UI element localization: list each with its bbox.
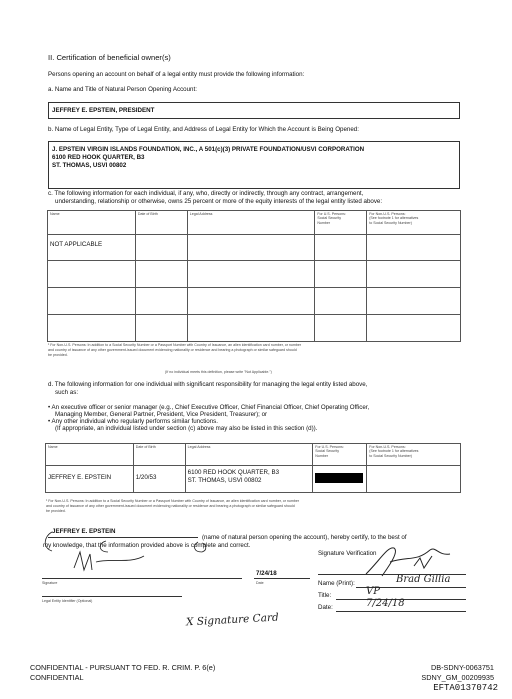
col-address-header: Legal Address	[185, 444, 313, 466]
col-name-header: Name	[48, 211, 136, 235]
bullet-1-line-2: Managing Member, General Partner, President, Vice President, Treasurer); or	[55, 411, 268, 418]
part-b-city-line: ST. THOMAS, USVI 00802	[52, 162, 127, 169]
redaction-bar	[315, 473, 363, 483]
table-row	[48, 261, 461, 288]
ssn-header-line: Social Security	[315, 449, 340, 454]
col-dob-header: Date of Birth	[135, 211, 187, 235]
date-line	[254, 578, 310, 579]
control-person-dob: 1/20/53	[133, 466, 185, 493]
ssn-header-line: For U.S. Persons:	[315, 445, 344, 449]
bullet-2-line-1: • Any other individual who regularly performs similar functions.	[48, 418, 218, 425]
part-c-label-1: c. The following information for each individual, if any, who, directly or indirectly, through any contract, arrangement,	[48, 190, 364, 197]
signature-verification-label: Signature Verification	[318, 550, 377, 557]
nonus-header-line: (See footnote 1 for alternatives	[369, 449, 419, 454]
footer-bates-2: SDNY_GM_00209935	[421, 673, 494, 682]
part-b-box	[48, 141, 460, 189]
address-line: 6100 RED HOOK QUARTER, B3	[187, 469, 280, 476]
table-row	[46, 466, 461, 493]
control-person-address	[185, 466, 313, 493]
verification-date-label: Date:	[318, 604, 333, 611]
control-person-name: JEFFREY E. EPSTEIN	[46, 466, 134, 493]
col-nonus-header	[367, 211, 461, 235]
bullet-1-line-1: • An executive officer or senior manager (e.g., Chief Executive Officer, Chief Financial Officer, Chief Operating Officer,	[48, 404, 370, 411]
verifier-title: VP	[366, 586, 380, 597]
bullet-2-text: Any other individual who regularly performs similar functions.	[51, 418, 218, 425]
part-b-address-line: 6100 RED HOOK QUARTER, B3	[52, 154, 145, 161]
col-ssn-header	[315, 211, 367, 235]
not-applicable-cell: NOT APPLICABLE	[48, 235, 136, 261]
signature-line	[42, 578, 242, 579]
title-label: Title:	[318, 592, 332, 599]
lei-line	[42, 596, 182, 597]
col-name-header: Name	[46, 444, 134, 466]
part-a-value: JEFFREY E. EPSTEIN, PRESIDENT	[52, 107, 155, 114]
footer-bates-3: EFTA01370742	[433, 683, 498, 693]
address-line: ST. THOMAS, USVI 00802	[187, 476, 262, 484]
handwritten-note: X Signature Card	[185, 611, 279, 629]
footer-confidential-2: CONFIDENTIAL	[30, 673, 84, 682]
verification-date-line	[336, 611, 466, 612]
col-ssn-header	[313, 444, 367, 466]
certification-date: 7/24/18	[256, 570, 277, 577]
part-c-footnote-2: and country of issuance of any other government-issued document evidencing nationality or residence and bearing a photograph or similar safeguard should	[48, 348, 297, 352]
table-row	[48, 315, 461, 342]
legal-entity-id-label: Legal Entity Identifier (Optional)	[42, 599, 93, 603]
ssn-header-line: Number	[315, 453, 329, 458]
not-applicable-note: (If no individual meets this definition, please write "Not Applicable.")	[165, 370, 272, 374]
name-print-label: Name (Print):	[318, 580, 355, 587]
nonus-header-line: For Non-U.S. Persons:	[369, 445, 406, 449]
nonus-header-line: (See footnote 1 for alternatives	[369, 216, 419, 221]
part-d-label-1: d. The following information for one individual with significant responsibility for managing the legal entity listed above,	[48, 381, 368, 388]
beneficial-owner-table	[47, 210, 461, 342]
part-a-box	[48, 102, 460, 119]
part-d-footnote-1: ¹ For Non-U.S. Persons: In addition to a Social Security Number or a Passport Number with Country of Issuance, an alien identification card number, or number	[46, 499, 300, 503]
table-row	[48, 288, 461, 315]
signature-label: Signature	[42, 581, 58, 585]
part-d-footnote-3: be provided.	[46, 509, 66, 513]
certification-text-1: (name of natural person opening the account), hereby certify, to the best of	[202, 534, 407, 541]
part-d-label-2: such as:	[55, 389, 79, 396]
col-dob-header: Date of Birth	[133, 444, 185, 466]
table-row	[48, 235, 461, 261]
part-b-entity-name: J. EPSTEIN VIRGIN ISLANDS FOUNDATION, INC., A 501(c)(3) PRIVATE FOUNDATION/USVI CORPORATION	[52, 146, 365, 153]
verifier-name: Brad Gillia	[396, 574, 451, 585]
nonus-header-line: to Social Security Number)	[369, 453, 413, 458]
part-c-footnote-3: be provided.	[48, 353, 68, 357]
footer-confidential-1: CONFIDENTIAL - PURSUANT TO FED. R. CRIM. P. 6(e)	[30, 663, 216, 672]
part-c-label-2: understanding, relationship or otherwise, owns 25 percent or more of the equity interests of the legal entity listed above:	[55, 198, 383, 205]
ssn-header-line: Social Security	[317, 216, 342, 221]
part-b-label: b. Name of Legal Entity, Type of Legal Entity, and Address of Legal Entity for Which the Account is Being Opened:	[48, 126, 359, 133]
ssn-header-line: Number	[317, 220, 331, 225]
part-a-label: a. Name and Title of Natural Person Opening Account:	[48, 86, 197, 93]
bullet-1-text: An executive officer or senior manager (e.g., Chief Executive Officer, Chief Financial Officer, Chief Operating Officer,	[51, 404, 370, 411]
nonus-header-line: For Non-U.S. Persons:	[369, 212, 406, 216]
control-person-table	[45, 443, 461, 493]
certification-text-2: my knowledge, that the information provided above is complete and correct.	[43, 542, 251, 549]
ssn-cell	[313, 466, 367, 493]
bullet-2-line-2: (If appropriate, an individual listed under section (c) above may also be listed in this section (d)).	[55, 425, 318, 432]
nonus-header-line: to Social Security Number)	[369, 220, 412, 225]
certifier-name: JEFFREY E. EPSTEIN	[52, 528, 116, 535]
footer-bates-1: DB-SDNY-0063751	[430, 663, 494, 672]
col-address-header: Legal Address	[187, 211, 315, 235]
section-title: II. Certification of beneficial owner(s)	[48, 53, 171, 62]
signature-scribble	[70, 548, 210, 574]
part-c-footnote-1: ¹ For Non-U.S. Persons: In addition to a Social Security Number or a Passport Number with Country of Issuance, an alien identification card number, or number	[48, 343, 302, 347]
part-d-footnote-2: and country of issuance of any other government-issued document evidencing nationality or residence and bearing a photograph or similar safeguard should	[46, 504, 295, 508]
date-label: Date	[256, 581, 264, 585]
col-nonus-header	[367, 444, 461, 466]
ssn-header-line: For U.S. Persons:	[317, 212, 346, 216]
verification-date: 7/24/18	[366, 598, 405, 609]
intro-text: Persons opening an account on behalf of a legal entity must provide the following information:	[48, 71, 305, 78]
